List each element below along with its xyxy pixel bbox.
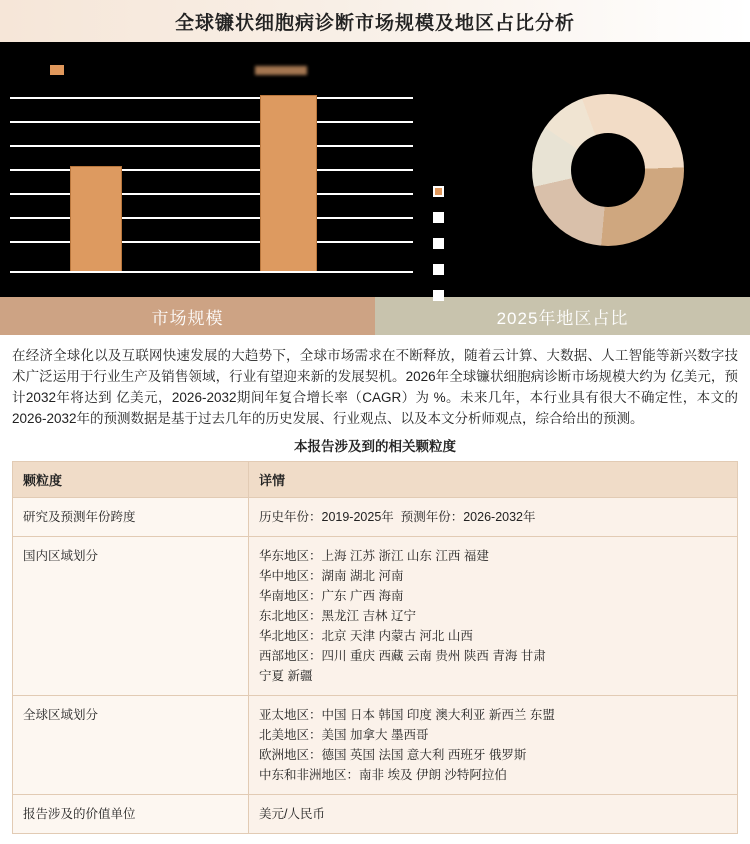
legend-marker: [433, 264, 444, 275]
bar-2026: [70, 166, 122, 273]
table-cell-key: 国内区域划分: [13, 537, 249, 696]
pie-chart: [465, 42, 750, 297]
table-row: [13, 795, 738, 834]
table-caption: 本报告涉及到的相关颗粒度: [294, 439, 456, 454]
bar-chart-gridlines: [10, 97, 413, 273]
table-header-detail: 详情: [249, 462, 738, 498]
table-cell-line: 北美地区：美国 加拿大 墨西哥: [259, 728, 429, 742]
table-row: [13, 696, 738, 795]
table-cell-line: 华北地区：北京 天津 内蒙古 河北 山西: [259, 629, 473, 643]
table-header-row: [13, 462, 738, 498]
bar-chart-axis: [10, 271, 413, 273]
table-cell-line: 西部地区：四川 重庆 西藏 云南 贵州 陕西 青海 甘肃: [259, 649, 546, 663]
tab-region-share-label: 2025年地区占比: [496, 308, 629, 328]
legend-label-blurred: [255, 66, 307, 75]
tab-market-size-label: 市场规模: [151, 308, 224, 328]
pie-chart-legend: [425, 42, 465, 297]
table-cell-line: 东北地区：黑龙江 吉林 辽宁: [259, 609, 416, 623]
section-tabs: [0, 297, 750, 335]
table-header-key: 颗粒度: [13, 462, 249, 498]
table-cell-line: 华南地区：广东 广西 海南: [259, 589, 404, 603]
table-row: [13, 498, 738, 537]
charts-band: [0, 42, 750, 297]
page-title: 全球镰状细胞病诊断市场规模及地区占比分析: [174, 12, 575, 34]
table-cell-detail: [249, 696, 738, 795]
bar-2032: [260, 95, 317, 273]
table-cell-line: 欧洲地区：德国 英国 法国 意大利 西班牙 俄罗斯: [259, 748, 527, 762]
tab-market-size[interactable]: [0, 297, 375, 335]
table-cell-key: 研究及预测年份跨度: [13, 498, 249, 537]
legend-marker: [433, 186, 444, 197]
legend-swatch-icon: [50, 65, 64, 75]
gridline: [10, 121, 413, 123]
table-cell-detail: [249, 537, 738, 696]
table-cell-line: 历史年份：2019-2025年 预测年份：2026-2032年: [259, 510, 536, 524]
granularity-table: [12, 461, 738, 834]
bar-chart: [0, 42, 425, 297]
table-row: [13, 537, 738, 696]
body-paragraph: 在经济全球化以及互联网快速发展的大趋势下，全球市场需求在不断释放，随着云计算、大数据、人工智能等新兴数字技术广泛运用于行业生产及销售领域，行业有望迎来新的发展契机。2026年全球镰状细胞病诊断市场规模大约为 亿美元，预计2032年将达到 亿美元，2026-2032期间年复合增长率（CAGR）为 %。未来几年，本行业具有很大不确定性，本文的2026-2032年的预测数据是基于过去几年的历史发展、行业观点、以及本文分析师观点，综合给出的预测。: [12, 348, 738, 426]
table-cell-key: 全球区域划分: [13, 696, 249, 795]
page-header: [0, 0, 750, 42]
table-cell-line: 亚太地区：中国 日本 韩国 印度 澳大利亚 新西兰 东盟: [259, 708, 555, 722]
table-cell-line: 美元/人民币: [259, 807, 325, 821]
donut-chart-ring: [532, 94, 684, 246]
bar-chart-legend: [0, 60, 425, 80]
table-cell-line: 中东和非洲地区：南非 埃及 伊朗 沙特阿拉伯: [259, 768, 507, 782]
table-cell-detail: [249, 795, 738, 834]
table-cell-line: 华东地区：上海 江苏 浙江 山东 江西 福建: [259, 549, 489, 563]
tab-region-share[interactable]: [375, 297, 750, 335]
table-cell-detail: [249, 498, 738, 537]
legend-marker: [433, 238, 444, 249]
legend-marker: [433, 212, 444, 223]
gridline: [10, 145, 413, 147]
gridline: [10, 97, 413, 99]
table-cell-line: 华中地区：湖南 湖北 河南: [259, 569, 404, 583]
legend-marker: [433, 290, 444, 301]
table-cell-line: 宁夏 新疆: [259, 669, 313, 683]
table-cell-key: 报告涉及的价值单位: [13, 795, 249, 834]
